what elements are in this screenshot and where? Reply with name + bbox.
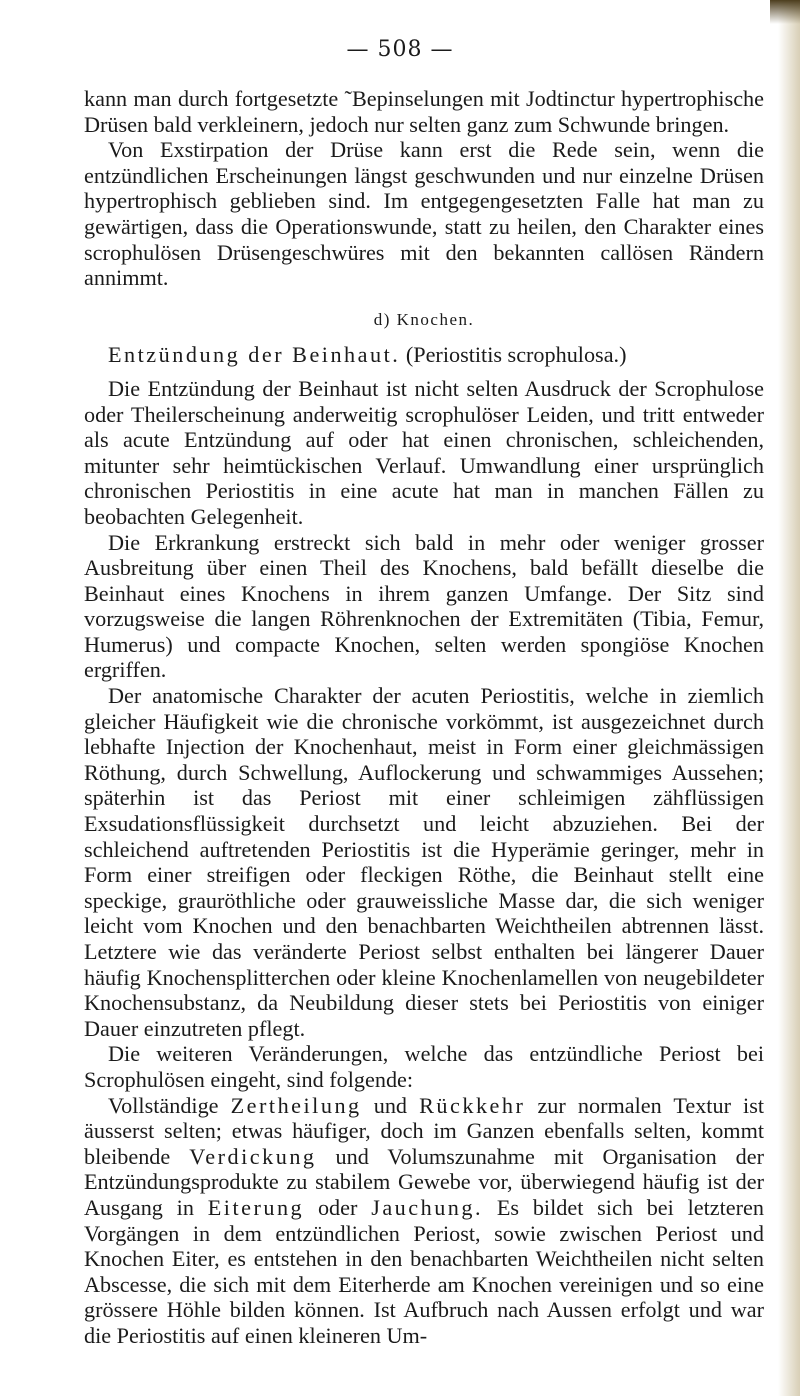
paragraph-3: Die Entzündung der Beinhaut ist nicht selten Ausdruck der Scrophulose oder Theilerscheinung anderweitig scrophulöser Leiden, und tritt entweder als acute Entzündung auf oder hat einen chronischen, schleichenden, mitunter sehr heimtückischen Verlauf. Umwandlung einer ursprünglich chronischen Periostitis in eine acute hat man in manchen Fällen zu beobachten Gelegenheit.	[84, 375, 764, 529]
subsection-title-main: Entzündung der Beinhaut.	[108, 342, 401, 368]
page-edge-shadow	[778, 0, 800, 1396]
page-number: — 508 —	[346, 37, 454, 62]
p7-or: oder	[304, 1194, 372, 1220]
paragraph-5: Der anatomische Charakter der acuten Periostitis, welche in ziemlich gleicher Häufigkeit wie die chronische vorkömmt, ist ausgezeichnet durch lebhafte Injection der Knochenhaut, meist in Form einer gleichmässigen Röthung, durch Schwellung, Auflockerung und schwammiges Aussehen; späterhin ist das Periost mit einer schleimigen zähflüssigen Exsudationsflüssigkeit durchsetzt und leicht abzuziehen. Bei der schleichend auftretenden Periostitis ist die Hyperämie geringer, mehr in Form einer streifigen oder fleckigen Röthe, die Beinhaut stellt eine speckige, grauröthliche oder grauweissliche Masse dar, die sich weniger leicht vom Knochen und den benachbarten Weichtheilen abtrennen lässt. Letztere wie das veränderte Periost selbst enthalten bei längerer Dauer häufig Knochensplitterchen oder kleine Knochenlamellen von neugebildeter Knochensubstanz, da Neubildung dieser stets bei Periostitis von einiger Dauer einzutreten pflegt.	[84, 683, 764, 1041]
paragraph-6: Die weiteren Veränderungen, welche das entzündliche Periost bei Scrophulösen eingeht, sind folgende:	[84, 1041, 764, 1092]
p7-and: und	[361, 1092, 420, 1118]
body-text	[84, 86, 764, 1349]
page-corner-shadow	[770, 0, 800, 24]
section-heading: d) Knochen.	[373, 309, 475, 329]
p7-text-c: Es bildet sich bei letzteren Vorgängen in dem entzündlichen Periost, sowie zwischen Periost und Knochen Eiter, es entstehen in den benachbarten Weichtheilen nicht selten Abscesse, die sich mit dem Eiterherde am Knochen vereinigen und so eine grössere Höhle bilden können. Ist Aufbruch nach Aussen erfolgt und war die Periostitis auf einen kleineren Um-	[84, 1194, 764, 1348]
p7-intro: Vollständige	[108, 1092, 231, 1118]
paragraph-1: kann man durch fortgesetzte ˜Bepinselungen mit Jodtinctur hypertrophische Drüsen bald verkleinern, jedoch nur selten ganz zum Schwunde bringen.	[84, 86, 764, 137]
term-zertheilung: Zertheilung	[230, 1092, 362, 1118]
paragraph-4: Die Erkrankung erstreckt sich bald in mehr oder weniger grosser Ausbreitung über einen Theil des Knochens, bald befällt dieselbe die Beinhaut eines Knochens in ihrem ganzen Umfange. Der Sitz sind vorzugsweise die langen Röhrenknochen der Extremitäten (Tibia, Femur, Humerus) und compacte Knochen, selten werden spongiöse Knochen ergriffen.	[84, 529, 764, 683]
term-jauchung: Jauchung.	[371, 1194, 484, 1220]
term-rueckkehr: Rückkehr	[419, 1092, 526, 1118]
p7-text-a: zur normalen Textur ist äusserst selten; etwas häufiger, doch im Ganzen ebenfalls selten, kommt bleibende	[84, 1092, 765, 1169]
subsection-title-latin: (Periostitis scrophulosa.)	[400, 342, 627, 368]
paragraph-2: Von Exstirpation der Drüse kann erst die Rede sein, wenn die entzündlichen Erscheinungen längst geschwunden und nur einzelne Drüsen hypertrophisch geblieben sind. Im entgegengesetzten Falle hat man zu gewärtigen, dass die Operationswunde, statt zu heilen, den Charakter eines scrophulösen Drüsengeschwüres mit den bekannten callösen Rändern annimmt.	[84, 137, 764, 291]
paragraph-7	[84, 1093, 764, 1349]
subsection-title	[84, 342, 764, 368]
term-eiterung: Eiterung	[207, 1194, 305, 1220]
term-verdickung: Verdickung	[189, 1143, 317, 1169]
p7-text-b: und Volumszunahme mit Organisation der Entzündungsprodukte zu stabilem Gewebe vor, überwiegend häufig ist der Ausgang in	[84, 1143, 765, 1220]
